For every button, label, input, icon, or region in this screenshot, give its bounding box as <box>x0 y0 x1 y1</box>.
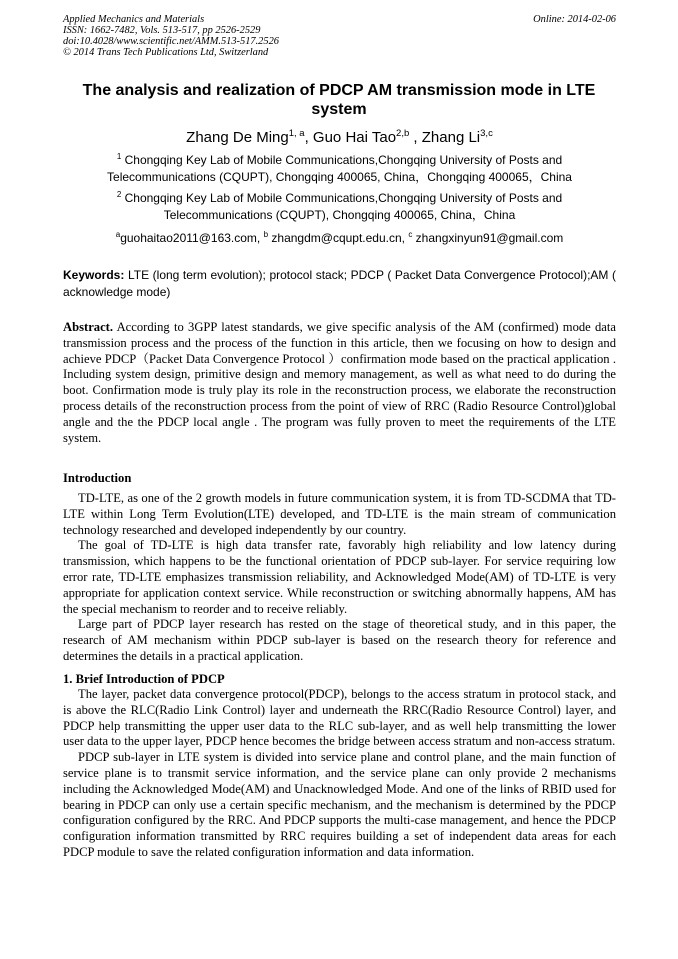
author-list: Zhang De Ming$^{1, a}$, Guo Hai Tao$^{2,b}$ , Zhang Li$^{3,c}$ <box>186 128 493 146</box>
paragraph: TD-LTE, as one of the 2 growth models in future communication system, it is from TD-SCDMA that TD-LTE within Long Term Evolution(LTE) developed, and TD-LTE is the main stream of communication technology researched and developed independently by our country. <box>63 491 616 537</box>
paragraph: PDCP sub-layer in LTE system is divided into service plane and control plane, and the main function of service plane is to transmit service information, and the service plane can only provide 2 mechanisms including the Acknowledged Mode(AM) and Unacknowledged Mode. And one of the links of RBID used for bearing in PDCP can only use a certain specific mechanism, and the mechanism is determined by the PDCP configuration configured by the RRC. And PDCP supports the multi-case management, and hence the PDCP configuration information transmitted by RRC requires building a set of independent data areas for each PDCP module to save the related configuration information and data information. <box>63 750 616 859</box>
email-address[interactable]: zhangdm@cqupt.edu.cn <box>271 231 402 245</box>
keywords <box>63 267 616 301</box>
email-address[interactable]: zhangxinyun91@gmail.com <box>415 231 564 245</box>
copyright-line: © 2014 Trans Tech Publications Ltd, Switzerland <box>63 47 269 58</box>
email-address[interactable]: guohaitao2011@163.com <box>120 231 257 245</box>
affiliation-text: Chongqing Key Lab of Mobile Communications,Chongqing University of Posts and Telecommunications (CQUPT), Chongqing 400065, China，China <box>124 191 563 222</box>
online-date: Online: 2014-02-06 <box>533 14 616 25</box>
section-1-body <box>63 687 616 861</box>
issn-line: ISSN: 1662-7482, Vols. 513-517, pp 2526-2529 <box>63 25 261 36</box>
paragraph: The goal of TD-LTE is high data transfer rate, favorably high reliability and low latency during transmission, which happens to be the functional orientation of PDCP sub-layer. For service requiring low error rate, TD-LTE emphasizes transmission reliability, and Acknowledged Mode(AM) of TD-LTE is very appropriate for application context service. While reconstruction or switching abnormally happens, AM has the special mechanism to reorder and to receive reliably. <box>63 538 616 616</box>
introduction-body <box>63 491 616 665</box>
journal-header <box>63 14 616 58</box>
introduction-heading: Introduction <box>63 471 132 485</box>
abstract <box>63 320 616 446</box>
author-superscript: 1, a <box>288 128 305 139</box>
affiliation-2 <box>63 186 616 224</box>
affiliation-1 <box>63 148 616 186</box>
affiliation-text: Chongqing Key Lab of Mobile Communications,Chongqing University of Posts and Telecommunications (CQUPT), Chongqing 400065, China，Chongqing 400065，China <box>107 153 572 184</box>
keywords-label: Keywords: <box>63 268 125 282</box>
affiliation-number: 1 <box>116 152 122 161</box>
author-superscript: 3,c <box>480 128 493 139</box>
abstract-text: According to 3GPP latest standards, we give specific analysis of the AM (confirmed) mode data transmission process and the process of the function in this article, then we focusing on how to design and achieve PDCP（Packet Data Convergence Protocol ）confirmation mode based on the practical application . Including system design, primitive design and memory management, as well as what need to do during the boot. Confirmation mode is truly play its role in the reconstruction process, we elaborate the reconstruction process details of the reconstruction process from the point of view of RRC (Radio Resource Control)global angle and the the PDCP local angle . The program was fully proven to meet the requirements of the LTE system. <box>63 320 616 445</box>
affiliation-number: 2 <box>116 190 122 199</box>
paragraph: Large part of PDCP layer research has rested on the stage of theoretical study, and in this paper, the research of AM mechanism within PDCP sub-layer is based on the research theory for reference and determines the details in a practical application. <box>63 617 616 663</box>
abstract-label: Abstract. <box>63 320 114 334</box>
paper-title: The analysis and realization of PDCP AM transmission mode in LTE system <box>82 82 596 118</box>
author-name: Guo Hai Tao <box>312 129 397 146</box>
author-name: Zhang Li <box>421 129 481 146</box>
email-list: $^a$guohaitao2011@163.com, $^b$ zhangdm@cqupt.edu.cn, $^c$ zhangxinyun91@gmail.com <box>115 230 564 245</box>
author-name: Zhang De Ming <box>186 129 289 146</box>
paragraph: The layer, packet data convergence protocol(PDCP), belongs to the access stratum in protocol stack, and is above the RLC(Radio Link Control) layer and underneath the RRC(Radio Resource Control) layer, and PDCP help transmitting the upper user data to the RLC sub-layer, and as well help transmitting the lower user data to the upper layer, PDCP hence becomes the bridge between access stratum and non-access stratum. <box>63 687 616 749</box>
keywords-text: LTE (long term evolution); protocol stack; PDCP ( Packet Data Convergence Protocol);AM ( acknowledge mode) <box>63 268 616 299</box>
section-1-heading: 1. Brief Introduction of PDCP <box>63 672 225 686</box>
author-superscript: 2,b <box>396 128 410 139</box>
doi-line: doi:10.4028/www.scientific.net/AMM.513-517.2526 <box>63 36 279 47</box>
journal-name: Applied Mechanics and Materials <box>63 14 205 25</box>
